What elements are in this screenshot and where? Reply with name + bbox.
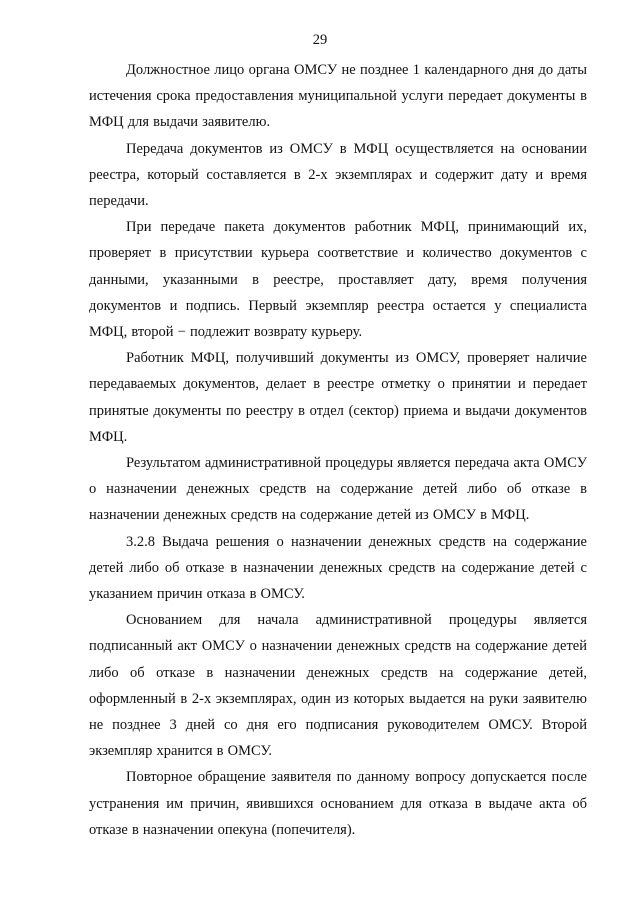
section-heading-3-2-8: 3.2.8 Выдача решения о назначении денежных средств на содержание детей либо об отказе в назначении денежных средств на содержание детей с указанием причин отказа в ОМСУ. xyxy=(89,533,587,603)
paragraph-registry: Передача документов из ОМСУ в МФЦ осуществляется на основании реестра, который составляется в 2-х экземплярах и содержит дату и время передачи. xyxy=(89,140,587,210)
document-body xyxy=(89,57,587,843)
paragraph-repeat-request: Повторное обращение заявителя по данному вопросу допускается после устранения им причин, явившихся основанием для отказа в выдаче акта об отказе в назначении опекуна (попечителя). xyxy=(89,769,587,838)
paragraph-mfc-employee: Работник МФЦ, получивший документы из ОМСУ, проверяет наличие передаваемых документов, делает в реестре отметку о принятии и передает принятые документы по реестру в отдел (сектор) приема и выдачи документов МФЦ. xyxy=(89,350,587,445)
page-number: 29 xyxy=(312,32,328,48)
paragraph-procedure-result: Результатом административной процедуры является передача акта ОМСУ о назначении денежных средств на содержание детей либо об отказе в назначении денежных средств на содержание детей из ОМСУ в МФЦ. xyxy=(89,455,587,524)
paragraph-procedure-basis: Основанием для начала административной процедуры является подписанный акт ОМСУ о назначении денежных средств на содержание детей либо об отказе в назначении денежных средств на содержание детей, оформленный в 2-х экземплярах, один из которых выдается на руки заявителю не позднее 3 дней со дня его подписания руководителем ОМСУ. Второй экземпляр хранится в ОМСУ. xyxy=(89,612,587,760)
paragraph-transfer-documents: Должностное лицо органа ОМСУ не позднее 1 календарного дня до даты истечения срока предоставления муниципальной услуги передает документы в МФЦ для выдачи заявителю. xyxy=(89,62,587,131)
paragraph-receiving-check: При передаче пакета документов работник МФЦ, принимающий их, проверяет в присутствии курьера соответствие и количество документов с данными, указанными в реестре, проставляет дату, время получения документов и подпись. Первый экземпляр реестра остается у специалиста МФЦ, второй − подлежит возврату курьеру. xyxy=(89,219,587,341)
